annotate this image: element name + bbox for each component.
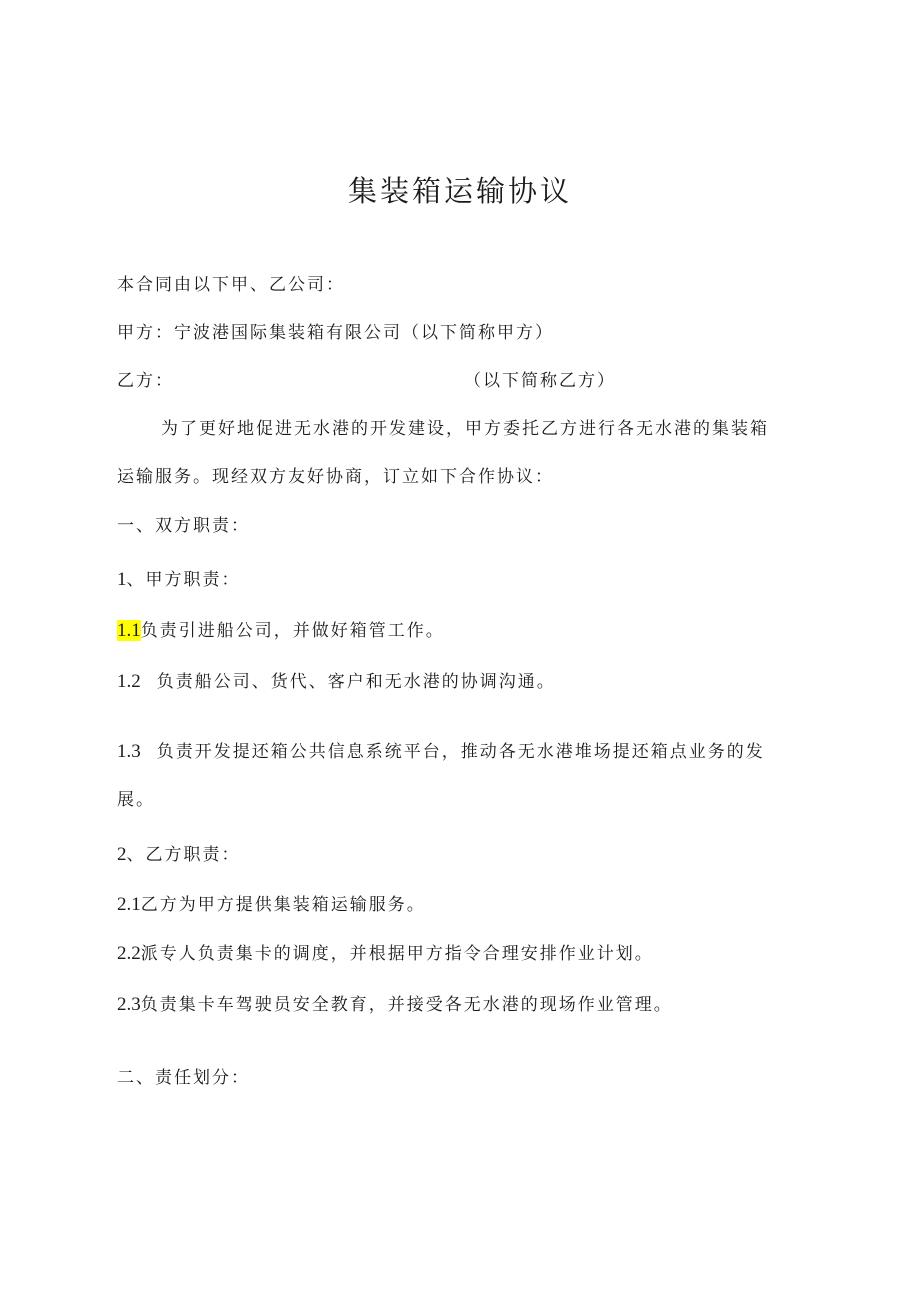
subsection-1-heading	[117, 568, 241, 592]
section-1-heading: 一、双方职责：	[117, 516, 250, 536]
clause-2-1-number: 2.1	[117, 894, 141, 915]
subsection-2-number: 2	[117, 844, 127, 865]
clause-2-3-text: 负责集卡车驾驶员安全教育，并接受各无水港的现场作业管理。	[140, 995, 673, 1015]
preamble-line-1: 为了更好地促进无水港的开发建设，甲方委托乙方进行各无水港的集装箱	[161, 419, 769, 439]
party-b-suffix: （以下简称乙方）	[464, 371, 616, 391]
party-a-line: 甲方：宁波港国际集装箱有限公司（以下简称甲方）	[117, 323, 554, 343]
clause-2-2	[117, 942, 654, 966]
clause-1-2-number: 1.2	[117, 671, 141, 692]
intro-line: 本合同由以下甲、乙公司：	[117, 275, 345, 295]
clause-2-2-number: 2.2	[117, 943, 141, 964]
subsection-1-number: 1	[117, 569, 127, 590]
clause-2-1	[117, 893, 426, 917]
document-title: 集装箱运输协议	[347, 174, 572, 208]
clause-2-2-text: 派专人负责集卡的调度，并根据甲方指令合理安排作业计划。	[140, 944, 654, 964]
clause-1-1-number: 1.1	[117, 620, 141, 641]
subsection-2-heading	[117, 843, 241, 867]
party-b-label: 乙方：	[117, 371, 174, 391]
subsection-1-text: 、甲方职责：	[126, 570, 241, 590]
subsection-2-text: 、乙方职责：	[126, 845, 241, 865]
clause-2-3	[117, 993, 673, 1017]
party-b-line	[117, 369, 817, 393]
clause-2-3-number: 2.3	[117, 994, 141, 1015]
clause-2-1-text: 乙方为甲方提供集装箱运输服务。	[140, 895, 426, 915]
clause-1-3-continuation: 展。	[117, 790, 155, 810]
clause-1-1	[117, 619, 445, 643]
clause-1-1-text: 负责引进船公司，并做好箱管工作。	[140, 621, 445, 641]
clause-1-2-text: 负责船公司、货代、客户和无水港的协调沟通。	[156, 672, 556, 692]
preamble-line-2: 运输服务。现经双方友好协商，订立如下合作协议：	[117, 467, 554, 487]
clause-1-3-text: 负责开发提还箱公共信息系统平台，推动各无水港堆场提还箱点业务的发	[156, 742, 765, 762]
section-2-heading: 二、责任划分：	[117, 1068, 250, 1088]
clause-1-3	[117, 740, 765, 764]
clause-1-3-number: 1.3	[117, 741, 141, 762]
clause-1-2	[117, 670, 556, 694]
